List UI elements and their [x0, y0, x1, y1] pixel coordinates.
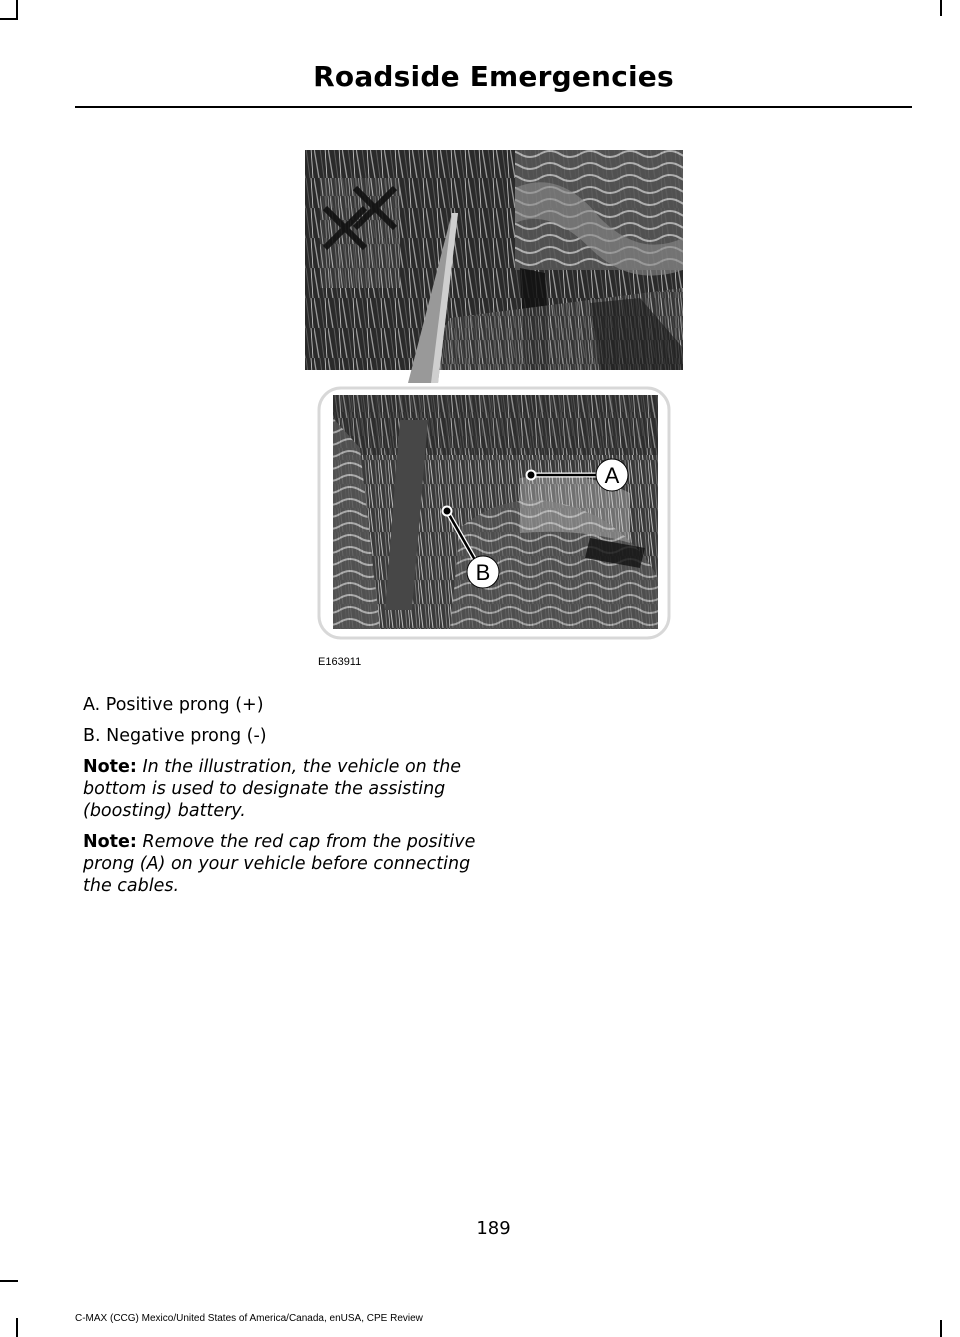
legend-item-a: A. Positive prong (+) [83, 695, 264, 715]
header-divider [75, 106, 912, 108]
body-content [83, 694, 483, 906]
note-text: In the illustration, the vehicle on the bottom is used to designate the assisting (boosting) battery. [83, 757, 462, 821]
engine-photo-detail [333, 395, 658, 629]
jump-start-illustration [300, 148, 690, 673]
crop-mark-top-left-v [16, 0, 18, 20]
footer-text: C-MAX (CCG) Mexico/United States of America/Canada, enUSA, CPE Review [75, 1313, 423, 1324]
crop-mark-top-right-v [940, 0, 942, 16]
note-label: Note: [83, 832, 137, 852]
note-label: Note: [83, 757, 137, 777]
page-number: 189 [476, 1218, 511, 1239]
crop-mark-bottom-left-h [0, 1280, 18, 1282]
note-text: Remove the red cap from the positive prong (A) on your vehicle before connecting the cables. [83, 832, 476, 896]
engine-photo-top [305, 150, 683, 370]
note-1 [83, 756, 483, 822]
legend-item-b: B. Negative prong (-) [83, 726, 267, 746]
callout-b-label: B [475, 560, 491, 585]
crop-mark-bottom-right-v [940, 1320, 942, 1337]
figure-id: E163911 [318, 656, 362, 668]
page-title: Roadside Emergencies [313, 60, 674, 93]
note-2 [83, 831, 483, 897]
crop-mark-bottom-left-v [16, 1318, 18, 1337]
crop-mark-top-left-h [0, 18, 18, 20]
callout-a-label: A [604, 463, 620, 488]
